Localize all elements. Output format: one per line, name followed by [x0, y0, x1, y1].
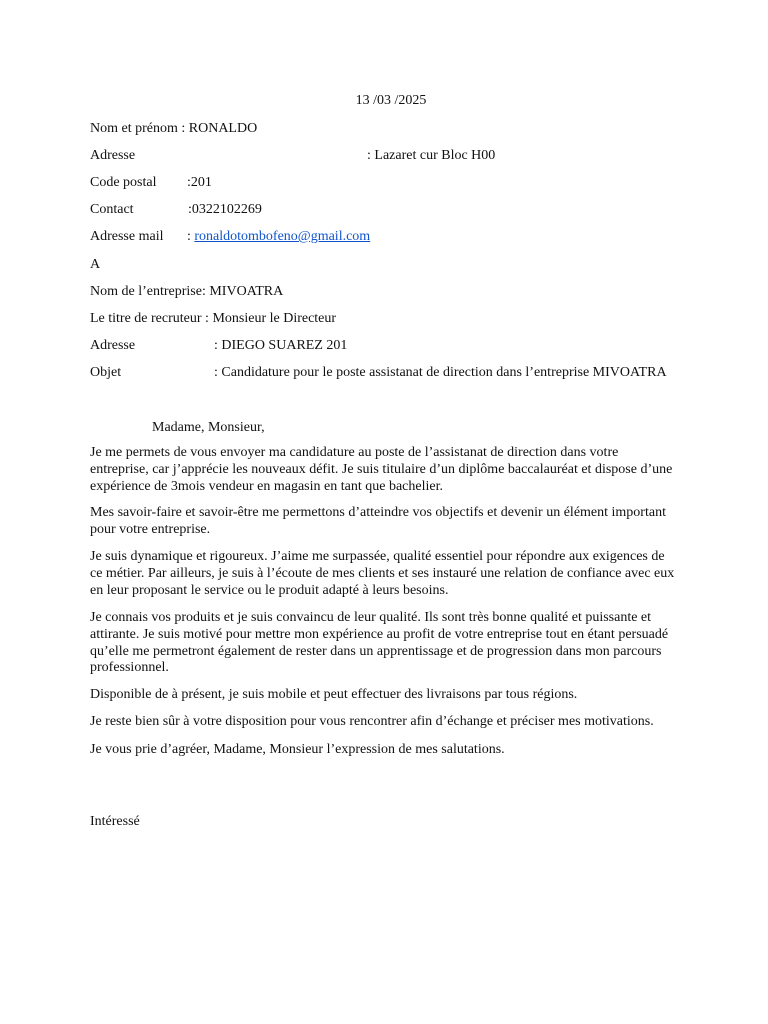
body-paragraph-6: Je reste bien sûr à votre disposition pour vous rencontrer afin d’échange et préciser mes motivations.: [90, 714, 654, 729]
body-paragraph-1: Je me permets de vous envoyer ma candidature au poste de l’assistanat de direction dans votre entreprise, car j’apprécie les nouveaux défit. Je suis titulaire d’un diplôme baccalauréat et dispose d’une expérience de 3mois vendeur en magasin en tant que bachelier.: [90, 445, 673, 494]
letter-date: 13 /03 /2025: [355, 93, 427, 108]
sender-email-line: [187, 228, 370, 245]
recipient-address-value: : DIEGO SUAREZ 201: [214, 338, 348, 353]
sender-email-link[interactable]: ronaldotombofeno@gmail.com: [194, 229, 371, 244]
body-paragraph-2: Mes savoir-faire et savoir-être me permettons d’atteindre vos objectifs et devenir un élément important pour votre entreprise.: [90, 505, 666, 537]
sender-name-value: RONALDO: [188, 121, 258, 136]
sender-postal-value: :201: [187, 175, 212, 190]
sender-email-separator: :: [187, 229, 195, 244]
recipient-company-label: Nom de l’entreprise:: [90, 284, 210, 299]
recipient-address-label: Adresse: [90, 338, 136, 353]
letter-object-value: : Candidature pour le poste assistanat de direction dans l’entreprise MIVOATRA: [214, 365, 667, 380]
body-paragraph-3: Je suis dynamique et rigoureux. J’aime me surpassée, qualité essentiel pour répondre aux exigences de ce métier. Par ailleurs, je suis à l’écoute de mes clients et ses instauré une relation de confiance avec eux en leur proposant le service ou le produit adapté à leurs besoins.: [90, 549, 675, 598]
sender-address-value: : Lazaret cur Bloc H00: [367, 148, 496, 163]
recipient-title-line: [90, 310, 336, 327]
recipient-title-value: Monsieur le Directeur: [212, 311, 337, 326]
body-paragraph-5: Disponible de à présent, je suis mobile et peut effectuer des livraisons par tous régions.: [90, 687, 578, 702]
sender-name-label: Nom et prénom :: [90, 121, 189, 136]
recipient-to-label: A: [90, 257, 101, 272]
recipient-company-line: [90, 283, 283, 300]
sender-email-label: Adresse mail: [90, 229, 164, 244]
sender-postal-label: Code postal: [90, 175, 157, 190]
sender-contact-label: Contact: [90, 202, 134, 217]
letter-signature: Intéressé: [90, 814, 140, 829]
body-paragraph-4: Je connais vos produits et je suis convaincu de leur qualité. Ils sont très bonne qualité et puissante et attirante. Je suis motivé pour mettre mon expérience au profit de votre entreprise tout en étant persuadé qu’elle me permetront également de rester dans un apprentissage et de progression dans mon parcours professionnel.: [90, 610, 669, 676]
body-paragraph-7: Je vous prie d’agréer, Madame, Monsieur l’expression de mes salutations.: [90, 742, 505, 757]
recipient-company-value: MIVOATRA: [209, 284, 284, 299]
sender-contact-value: :0322102269: [188, 202, 262, 217]
sender-address-label: Adresse: [90, 148, 136, 163]
sender-name-line: [90, 120, 257, 137]
letter-salutation: Madame, Monsieur,: [152, 420, 265, 435]
letter-object-label: Objet: [90, 365, 122, 380]
recipient-title-label: Le titre de recruteur :: [90, 311, 213, 326]
